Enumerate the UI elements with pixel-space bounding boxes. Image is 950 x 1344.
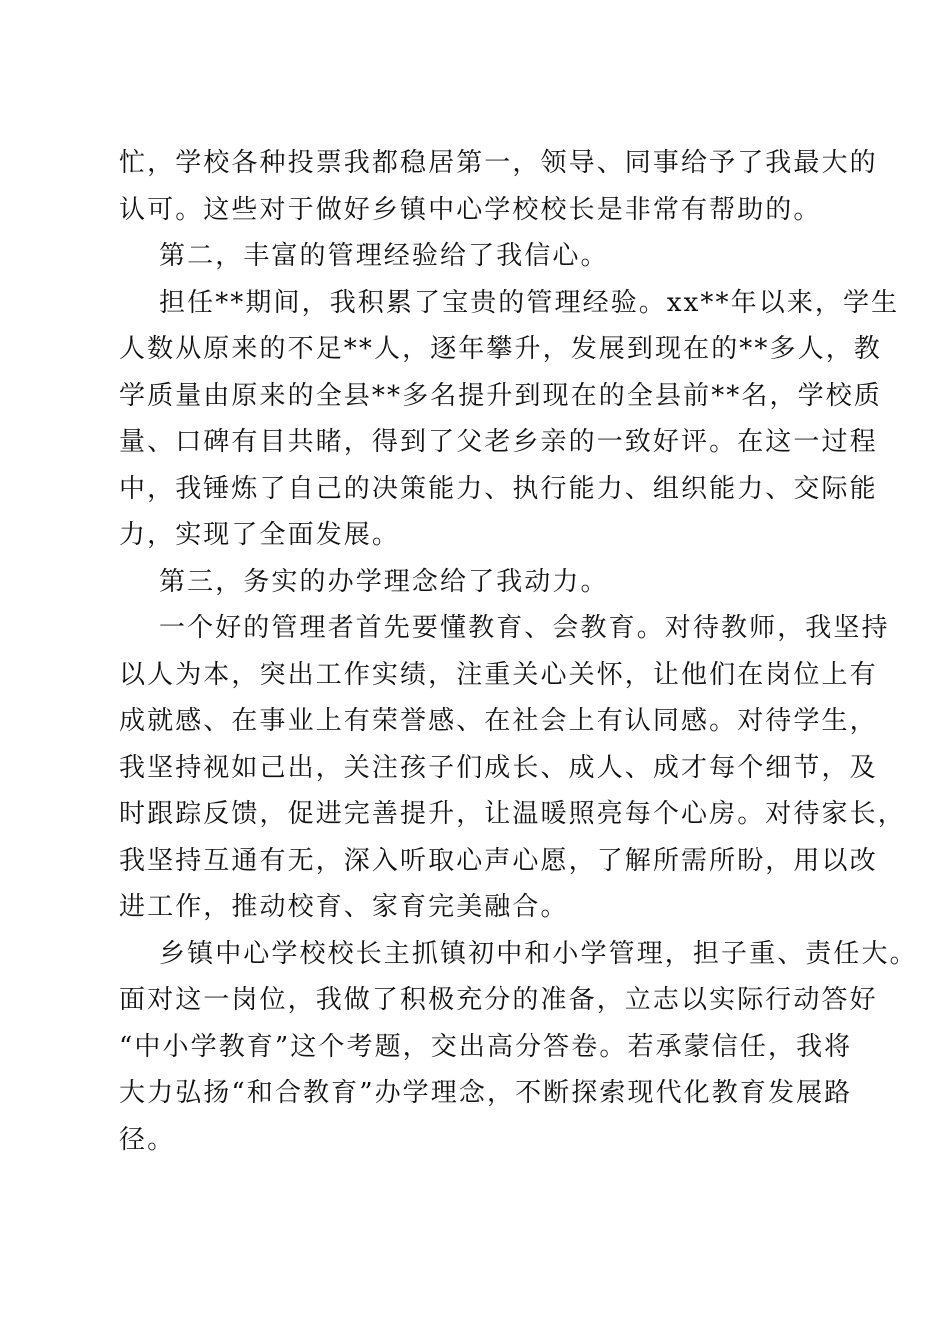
paragraph-line: 径。	[119, 1124, 176, 1155]
document-body	[119, 140, 918, 1163]
section-heading: 第三，务实的办学理念给了我动力。	[159, 566, 609, 597]
paragraph-line: 大力弘扬“和合教育”办学理念，不断探索现代化教育发展路	[119, 1078, 853, 1108]
paragraph-line: “中小学教育”这个考题，交出高分答卷。若承蒙信任，我将	[119, 1031, 853, 1062]
paragraph-line: 进工作，推动校育、家育完美融合。	[119, 892, 569, 922]
paragraph-line: 以人为本，突出工作实绩，注重关心关怀，让他们在岗位上有	[119, 659, 878, 690]
paragraph-line: 认可。这些对于做好乡镇中心学校校长是非常有帮助的。	[119, 194, 822, 225]
paragraph-line: 一个好的管理者首先要懂教育、会教育。对待教师，我坚持	[159, 613, 890, 643]
paragraph-line: 中，我锤炼了自己的决策能力、执行能力、组织能力、交际能	[119, 473, 878, 504]
paragraph-line: 力，实现了全面发展。	[119, 520, 401, 550]
paragraph-line: 面对这一岗位，我做了积极充分的准备，立志以实际行动答好	[119, 985, 878, 1015]
paragraph-line: 人数从原来的不足**人，逐年攀升，发展到现在的**多人，教	[119, 334, 882, 364]
paragraph-line: 我坚持互通有无，深入听取心声心愿，了解所需所盼，用以改	[119, 845, 878, 876]
paragraph-line: 我坚持视如己出，关注孩子们成长、成人、成才每个细节，及	[119, 752, 878, 783]
paragraph-line: 学质量由原来的全县**多名提升到现在的全县前**名，学校质	[119, 380, 882, 411]
paragraph-line: 忙，学校各种投票我都稳居第一，领导、同事给予了我最大的	[119, 148, 878, 178]
section-heading: 第二，丰富的管理经验给了我信心。	[159, 241, 609, 271]
paragraph-line: 时跟踪反馈，促进完善提升，让温暖照亮每个心房。对待家长，	[119, 799, 906, 829]
paragraph-line: 量、口碑有目共睹，得到了父老乡亲的一致好评。在这一过程	[119, 427, 878, 457]
paragraph-line: 乡镇中心学校校长主抓镇初中和小学管理，担子重、责任大。	[159, 938, 918, 969]
paragraph-line: 成就感、在事业上有荣誉感、在社会上有认同感。对待学生，	[119, 706, 878, 736]
paragraph-line: 担任**期间，我积累了宝贵的管理经验。xx**年以来，学生	[159, 287, 900, 318]
